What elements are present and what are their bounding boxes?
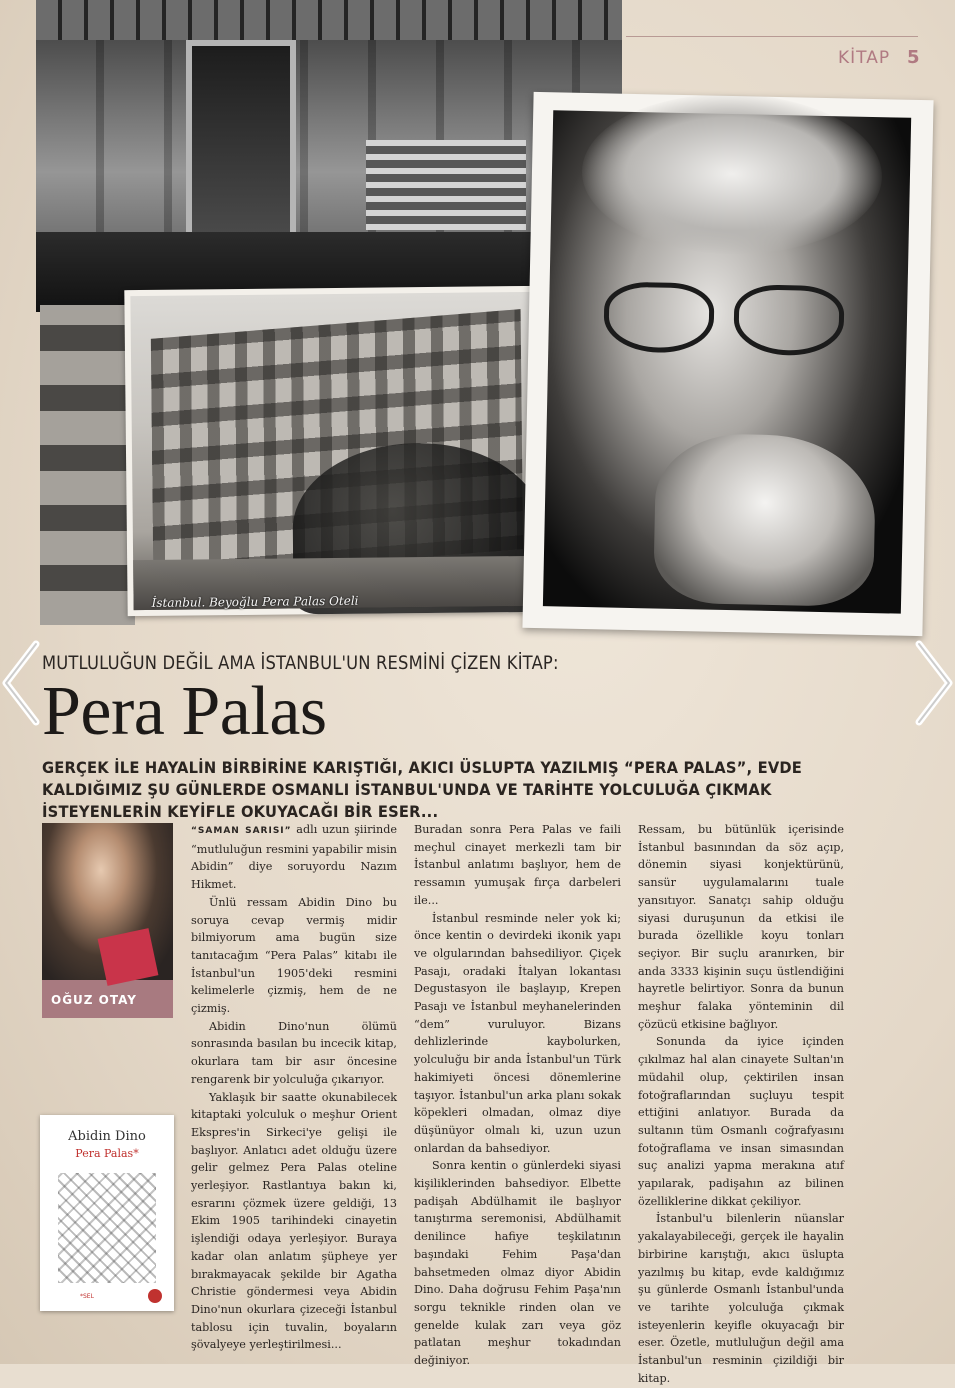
article-title: Pera Palas: [42, 673, 327, 750]
author-photo: [42, 823, 173, 980]
book-cover: [40, 1115, 174, 1311]
article-kicker: MUTLULUĞUN DEĞİL AMA İSTANBUL'UN RESMİNİ ÇİZEN KİTAP:: [42, 652, 559, 674]
page-number: 5: [907, 47, 920, 68]
book-publisher: *SEL: [80, 1293, 94, 1300]
paragraph: Abidin Dino'nun ölümü sonrasında basılan bu incecik kitap, okurlara tam bir asır öncesine rengarenk bir yolculuğa çıkarıyor.: [191, 1019, 397, 1086]
hotel-exterior-photo: [124, 286, 545, 616]
paragraph: İstanbul'u bilenlerin nüanslar yakalayabileceği, gerçek ile hayalin birbirine karıştığı, akıcı üslupta yazılmış bu kitap, evde kaldığımız şu günlerde Osmanlı İstanbul'unda ve tarihte yolculuğa çıkmak isteyenlerin keyifle okuyacağı bir eser. Özetle, mutluluğun değil ama İstanbul'un resminin çizildiği bir kitap.: [638, 1212, 844, 1385]
section-label: KİTAP: [838, 48, 891, 68]
book-title: Pera Palas*: [75, 1147, 139, 1160]
author-box: [42, 823, 173, 1018]
header-rule: [626, 36, 918, 37]
book-illustration: [58, 1173, 156, 1283]
paragraph: Ünlü ressam Abidin Dino bu soruya cevap vermiş midir bilmiyorum ama bugün size tanıtacağım “Pera Palas” kitabı ile İstanbul'un 1905'deki resmini kelimelerle çizmiş, hem de ne çizmiş.: [191, 895, 397, 1016]
previous-page-button[interactable]: [0, 640, 40, 726]
paragraph: Ressam, bu bütünlük içerisinde İstanbul basınından da söz açıp, dönemin siyasi konjektürünü, sansür uygulamalarını tuale yansıtıyor. Sanatçı sahip olduğu siyasi duruşunun da etkisi ile burada özellikle koyu tonları seçiyor. Bir suçlu aranırken, bir anda 3333 kişinin suçu üstlendiğini hayretle belirtiyor. Sonra da bunun meşhur falaka yönteminin dil çözücü etkisine bağlıyor.: [638, 823, 844, 1031]
article-column-3: [638, 821, 844, 1388]
street-building-photo: [40, 305, 135, 625]
photo-caption: İstanbul. Beyoğlu Pera Palas Oteli: [151, 593, 359, 610]
poem-title: “SAMAN SARISI”: [191, 826, 292, 836]
artist-portrait-photo: [522, 92, 933, 636]
paragraph: Yaklaşık bir saatte okunabilecek kitaptaki yolculuk o meşhur Orient Ekspres'in Sirkeci'ye gelişi ile başlıyor. Anlatıcı adet olduğu üzere gelir gelmez Pera Palas oteline yerleşiyor. Rastlantıya bakın ki, esrarını çözmek üzere geldiği, 13 Ekim 1905 tarihindeki cinayetin işlendiği odaya yerleşiyor. Buraya kadar olan anlatım şüpheye yer bırakmayacak şekilde bir Agatha Christie göndermesi veya Abidin Dino'nun okurlara çizeceği İstanbul tablosu için tuvalin, boyaların şövalyeye yerleştirilmesi...: [191, 1090, 397, 1352]
paragraph-text: adlı uzun şiirinde “mutluluğun resmini yapabilir misin Abidin” diye soruyordu Nazım Hikmet.: [191, 823, 398, 892]
article-column-2: [414, 821, 621, 1370]
paragraph: İstanbul resminde neler yok ki; önce kentin o devirdeki ikonik yapı ve olgularından bahsediliyor. Çiçek Pasajı, oradaki İtalyan lokantası Degustasyon ile başlayıp, Krepen Pasajı ve İstanbul meyhanelerinden “dem” vuruluyor. Bizans dehlizlerinde kaybolurken, yolculuğu bir anda İstanbul'un Türk hakimiyeti öncesi dönemlerine taşıyor. İstanbul'un arka planı sokak köpekleri olmadan, olmaz diye düşünüyor olmalı ki, uzun uzun onlardan da bahsediyor.: [414, 911, 621, 1155]
chevron-right-icon: [915, 640, 955, 726]
paragraph: [191, 821, 397, 894]
book-author: Abidin Dino: [68, 1129, 146, 1144]
article-lead: GERÇEK İLE HAYALİN BİRBİRİNE KARIŞTIĞI, AKICI ÜSLUPTA YAZILMIŞ “PERA PALAS”, EVDE KALDIĞIMIZ ŞU GÜNLERDE OSMANLI İSTANBUL'UNDA VE TARİHTE YOLCULUĞA ÇIKMAK İSTEYENLERİN KEYİFLE OKUYACAĞI BİR ESER...: [42, 758, 803, 821]
author-name: OĞUZ OTAY: [42, 980, 173, 1018]
publisher-badge: [148, 1289, 162, 1303]
paragraph: Buradan sonra Pera Palas ve faili meçhul cinayet merkezli tam bir İstanbul anlatımı başlıyor, hem de ressamın yumuşak fırça darbeleri ile...: [414, 823, 621, 907]
paragraph: Sonra kentin o günlerdeki siyasi kişiliklerinden bahsediyor. Elbette padişah Abdülhamit ile başlıyor tanıştırma seremonisi, Abdülhamit denilince hafiye teşkilatının başındaki Fehim Paşa'dan bahsetmeden olmaz diyor Abidin Dino. Daha doğrusu Fehim Paşa'nın sorgu teknikle rinden olan ve genelde kulak zarı veya göz patlatan meşhur tokadından değiniyor.: [414, 1159, 621, 1368]
chevron-left-icon: [0, 640, 40, 726]
paragraph: Sonunda da iyice içinden çıkılmaz hal alan cinayete Sultan'ın müdahil olup, çektirilen insan fotoğraflarından suçluyu tespit ettiğini anlatıyor. Burada da sultanın tüm Osmanlı coğrafyasını fotoğraflama ve insan simasından suç analizi yapma merakına atıf yapılarak, padişahın az bilinen özelliklerine dikkat çekiliyor.: [638, 1035, 844, 1208]
next-page-button[interactable]: [915, 640, 955, 726]
article-column-1: [191, 821, 397, 1354]
